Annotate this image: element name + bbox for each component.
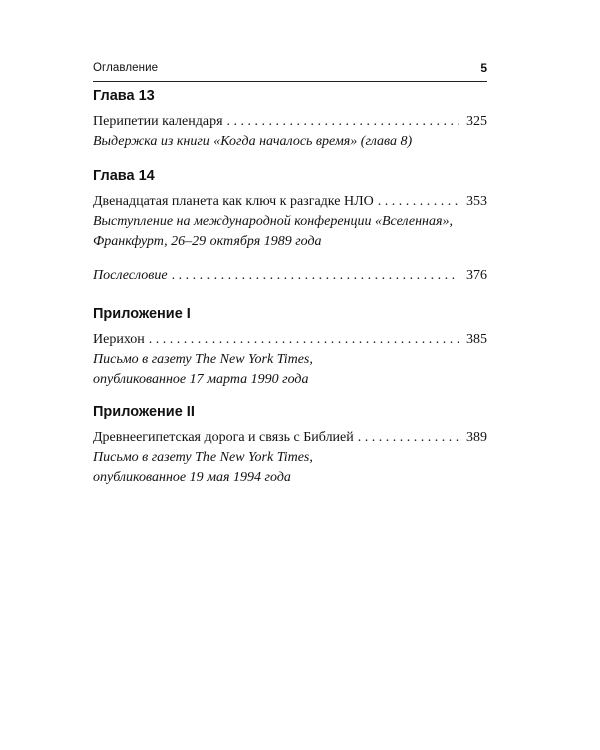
toc-entry[interactable] [93, 330, 487, 350]
toc-entry-title: Перипетии календаря [93, 114, 223, 129]
toc-entry[interactable] [93, 192, 487, 212]
dot-leader [172, 266, 459, 286]
toc-entry-note: Письмо в газету The New York Times, [93, 352, 313, 367]
toc-section-appendix-1 [93, 306, 487, 390]
toc-entry-page: 353 [466, 194, 487, 209]
section-heading: Глава 14 [93, 168, 155, 184]
toc-entry[interactable] [93, 428, 487, 448]
toc-entry-title: Двенадцатая планета как ключ к разгадке НЛО [93, 194, 374, 209]
toc-entry-page: 376 [466, 268, 487, 283]
toc-entry-note: Франкфурт, 26–29 октября 1989 года [93, 234, 322, 249]
toc-section-appendix-2 [93, 404, 487, 488]
toc-entry-page: 385 [466, 332, 487, 347]
toc-entry-note: опубликованное 17 марта 1990 года [93, 372, 309, 387]
toc-section-chapter-13 [93, 88, 487, 152]
page-number: 5 [480, 61, 487, 75]
toc-entry-title: Послесловие [93, 268, 168, 283]
toc-entry[interactable] [93, 112, 487, 132]
dot-leader [149, 330, 459, 350]
header-rule [93, 81, 487, 82]
dot-leader [378, 192, 459, 212]
running-head [93, 60, 487, 78]
section-heading: Приложение II [93, 404, 195, 420]
toc-entry-title: Иерихон [93, 332, 145, 347]
section-heading: Глава 13 [93, 88, 155, 104]
running-head-title: Оглавление [93, 62, 159, 74]
toc-entry-title: Древнеегипетская дорога и связь с Библией [93, 430, 354, 445]
dot-leader [227, 112, 459, 132]
toc-section-chapter-14 [93, 168, 487, 252]
toc-page [93, 60, 487, 485]
toc-entry-page: 325 [466, 114, 487, 129]
toc-entry-note: Письмо в газету The New York Times, [93, 450, 313, 465]
toc-section-afterword [93, 266, 487, 286]
toc-entry-note: Выдержка из книги «Когда началось время» (глава 8) [93, 134, 413, 149]
toc-entry-page: 389 [466, 430, 487, 445]
dot-leader [358, 428, 459, 448]
toc-entry-note: опубликованное 19 мая 1994 года [93, 470, 291, 485]
toc-entry-note: Выступление на международной конференции «Вселенная», [93, 214, 454, 229]
toc-entry[interactable] [93, 266, 487, 286]
section-heading: Приложение I [93, 306, 191, 322]
